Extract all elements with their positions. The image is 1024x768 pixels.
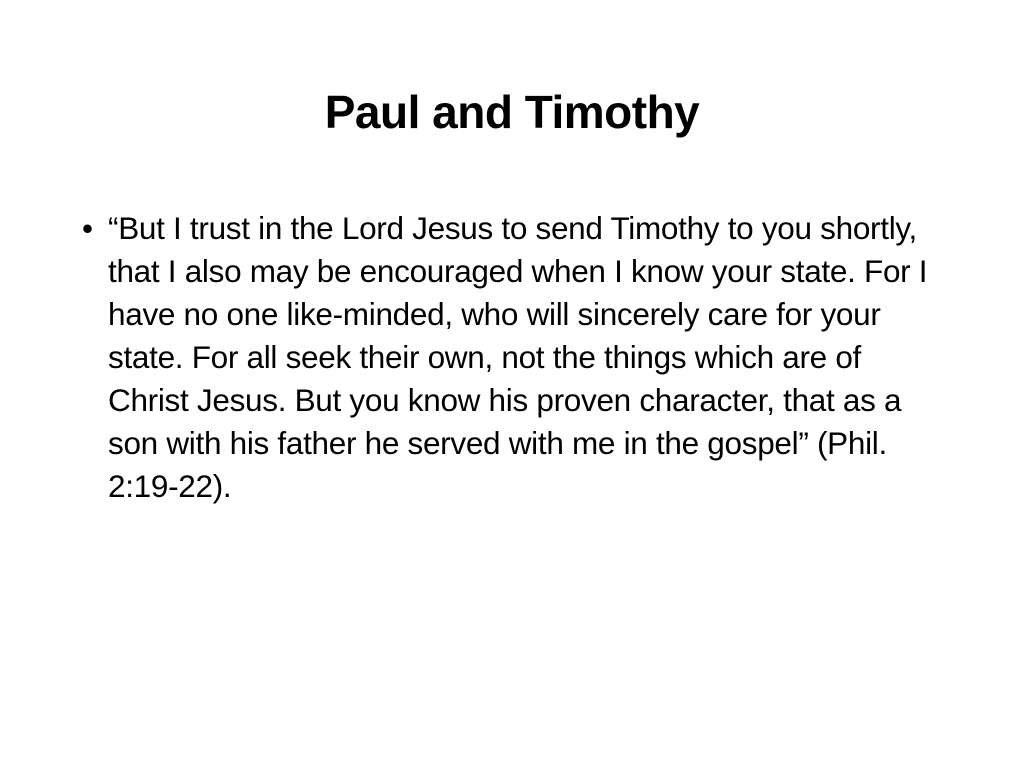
bullet-marker: •: [82, 210, 93, 246]
bullet-list: [82, 207, 942, 508]
slide-title: Paul and Timothy: [324, 86, 700, 138]
bullet-text: “But I trust in the Lord Jesus to send Timothy to you shortly, that I also may be encouraged when I know your state. For I have no one like-minded, who will sincerely care for your state. For all seek their own, not the things which are of Christ Jesus. But you know his proven character, that as a son with his father he served with me in the gospel” (Phil. 2:19-22).: [108, 210, 928, 504]
bullet-item: [82, 207, 942, 508]
